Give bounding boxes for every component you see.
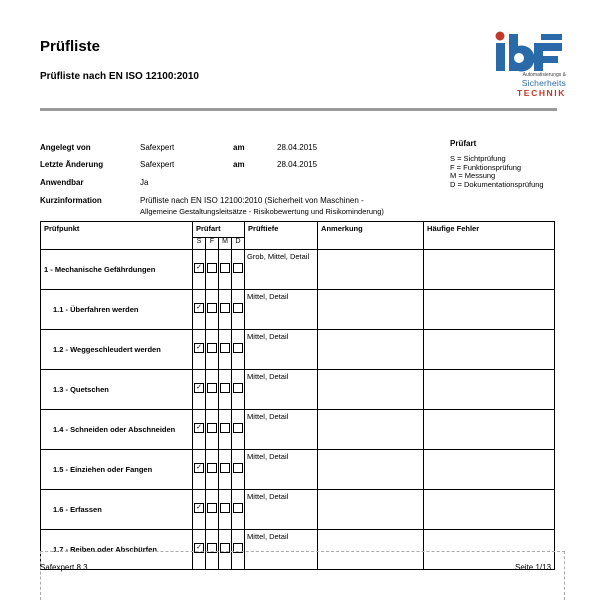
kurzinfo-label: Kurzinformation <box>40 196 102 205</box>
cell-m <box>219 410 232 450</box>
checkbox-s[interactable]: ✓ <box>194 423 204 433</box>
cell-s <box>193 410 206 450</box>
checkbox-f[interactable] <box>207 503 217 513</box>
aenderung-label: Letzte Änderung <box>40 160 104 169</box>
subheader-f: F <box>206 238 219 250</box>
row-tiefe: Mittel, Detail <box>245 330 318 370</box>
checkbox-s[interactable]: ✓ <box>194 543 204 553</box>
checkbox-m[interactable] <box>220 383 230 393</box>
checkbox-d[interactable] <box>233 343 243 353</box>
row-anmerkung[interactable] <box>318 450 424 490</box>
anwendbar-value: Ja <box>140 178 149 187</box>
row-punkt: 1.3 - Quetschen <box>41 370 193 410</box>
cell-s <box>193 330 206 370</box>
table-row <box>41 250 555 290</box>
footer-app: Safexpert 8.3 <box>40 563 88 572</box>
checkbox-f[interactable] <box>207 423 217 433</box>
row-punkt: 1.2 - Weggeschleudert werden <box>41 330 193 370</box>
cell-d <box>232 410 245 450</box>
row-punkt: 1 - Mechanische Gefährdungen <box>41 250 193 290</box>
checkbox-s[interactable]: ✓ <box>194 343 204 353</box>
table-row <box>41 330 555 370</box>
checkbox-s[interactable]: ✓ <box>194 463 204 473</box>
cell-f <box>206 370 219 410</box>
cell-m <box>219 490 232 530</box>
cell-m <box>219 530 232 570</box>
row-tiefe: Mittel, Detail <box>245 530 318 570</box>
checkbox-d[interactable] <box>233 463 243 473</box>
cell-m <box>219 290 232 330</box>
legend-item: M = Messung <box>450 171 496 180</box>
row-tiefe: Mittel, Detail <box>245 290 318 330</box>
legend-title: Prüfart <box>450 139 477 148</box>
row-fehler <box>424 330 555 370</box>
logo-line2: TECHNIK <box>517 88 566 98</box>
col-header-art: Prüfart <box>193 222 245 238</box>
table-row <box>41 410 555 450</box>
row-fehler <box>424 410 555 450</box>
col-header-punkt: Prüfpunkt <box>41 222 193 250</box>
cell-s <box>193 490 206 530</box>
legend-item: F = Funktionsprüfung <box>450 162 522 172</box>
table-row <box>41 290 555 330</box>
logo-line1: Sicherheits <box>521 78 566 88</box>
row-punkt: 1.5 - Einziehen oder Fangen <box>41 450 193 490</box>
col-header-fehler: Häufige Fehler <box>424 222 555 250</box>
logo-tagline: Automatisierungs & <box>522 72 566 78</box>
row-fehler <box>424 290 555 330</box>
cell-f <box>206 290 219 330</box>
row-punkt: 1.4 - Schneiden oder Abschneiden <box>41 410 193 450</box>
cell-s <box>193 450 206 490</box>
row-anmerkung[interactable] <box>318 530 424 570</box>
row-tiefe: Mittel, Detail <box>245 410 318 450</box>
page-margin-right <box>564 551 565 600</box>
checkbox-d[interactable] <box>233 423 243 433</box>
checkbox-m[interactable] <box>220 263 230 273</box>
page-subtitle: Prüfliste nach EN ISO 12100:2010 <box>40 71 199 82</box>
angelegt-value: Safexpert <box>140 143 175 152</box>
checkbox-m[interactable] <box>220 343 230 353</box>
row-fehler <box>424 370 555 410</box>
row-anmerkung[interactable] <box>318 330 424 370</box>
checkbox-d[interactable] <box>233 503 243 513</box>
cell-f <box>206 490 219 530</box>
row-fehler <box>424 250 555 290</box>
cell-f <box>206 330 219 370</box>
cell-d <box>232 290 245 330</box>
row-anmerkung[interactable] <box>318 290 424 330</box>
cell-d <box>232 490 245 530</box>
legend-list <box>450 155 544 189</box>
checkbox-f[interactable] <box>207 383 217 393</box>
cell-s <box>193 250 206 290</box>
subheader-s: S <box>193 238 206 250</box>
table-row <box>41 370 555 410</box>
cell-m <box>219 250 232 290</box>
table-row <box>41 530 555 570</box>
aenderung-value: Safexpert <box>140 160 175 169</box>
row-tiefe: Mittel, Detail <box>245 490 318 530</box>
table-row <box>41 450 555 490</box>
cell-s <box>193 290 206 330</box>
legend-item: D = Dokumentationsprüfung <box>450 179 544 189</box>
checkbox-d[interactable] <box>233 263 243 273</box>
row-fehler <box>424 450 555 490</box>
cell-s <box>193 370 206 410</box>
row-anmerkung[interactable] <box>318 250 424 290</box>
row-tiefe: Mittel, Detail <box>245 450 318 490</box>
cell-d <box>232 250 245 290</box>
checkbox-f[interactable] <box>207 343 217 353</box>
cell-s <box>193 530 206 570</box>
cell-m <box>219 330 232 370</box>
checkbox-s[interactable]: ✓ <box>194 303 204 313</box>
subheader-m: M <box>219 238 232 250</box>
checkbox-s[interactable]: ✓ <box>194 503 204 513</box>
page-margin-left <box>40 551 41 600</box>
page-break-line <box>40 551 565 552</box>
cell-m <box>219 450 232 490</box>
col-header-anmerkung: Anmerkung <box>318 222 424 250</box>
checkbox-s[interactable]: ✓ <box>194 383 204 393</box>
checkbox-f[interactable] <box>207 303 217 313</box>
cell-f <box>206 450 219 490</box>
col-header-tiefe: Prüftiefe <box>245 222 318 250</box>
angelegt-am-label: am <box>233 143 245 152</box>
cell-d <box>232 530 245 570</box>
page-title: Prüfliste <box>40 38 101 55</box>
cell-f <box>206 250 219 290</box>
footer-page: Seite 1/13 <box>515 563 552 572</box>
row-tiefe: Mittel, Detail <box>245 370 318 410</box>
row-tiefe: Grob, Mittel, Detail <box>245 250 318 290</box>
kurzinfo-line2: Allgemeine Gestaltungsleitsätze - Risikobewertung und Risikominderung) <box>140 207 384 216</box>
cell-d <box>232 370 245 410</box>
cell-f <box>206 530 219 570</box>
angelegt-label: Angelegt von <box>40 143 91 152</box>
header-divider <box>40 108 557 111</box>
cell-d <box>232 330 245 370</box>
cell-d <box>232 450 245 490</box>
angelegt-date: 28.04.2015 <box>277 143 318 152</box>
legend-item: S = Sichtprüfung <box>450 154 506 163</box>
aenderung-am-label: am <box>233 160 245 169</box>
checkbox-d[interactable] <box>233 303 243 313</box>
checkbox-m[interactable] <box>220 303 230 313</box>
row-punkt: 1.1 - Überfahren werden <box>41 290 193 330</box>
row-anmerkung[interactable] <box>318 370 424 410</box>
row-punkt: 1.7 - Reiben oder Abschürfen <box>41 530 193 570</box>
checkbox-d[interactable] <box>233 383 243 393</box>
checkbox-m[interactable] <box>220 463 230 473</box>
kurzinfo-line1: Prüfliste nach EN ISO 12100:2010 (Sicherheit von Maschinen - <box>140 196 364 205</box>
cell-f <box>206 410 219 450</box>
aenderung-date: 28.04.2015 <box>277 160 318 169</box>
checkbox-s[interactable]: ✓ <box>194 263 204 273</box>
row-fehler <box>424 490 555 530</box>
row-punkt: 1.6 - Erfassen <box>41 490 193 530</box>
row-anmerkung[interactable] <box>318 490 424 530</box>
checkbox-f[interactable] <box>207 263 217 273</box>
table-row <box>41 490 555 530</box>
checkbox-m[interactable] <box>220 503 230 513</box>
subheader-d: D <box>232 238 245 250</box>
anwendbar-label: Anwendbar <box>40 178 84 187</box>
checklist-table <box>40 221 555 570</box>
cell-m <box>219 370 232 410</box>
checkbox-m[interactable] <box>220 423 230 433</box>
row-anmerkung[interactable] <box>318 410 424 450</box>
checkbox-f[interactable] <box>207 463 217 473</box>
